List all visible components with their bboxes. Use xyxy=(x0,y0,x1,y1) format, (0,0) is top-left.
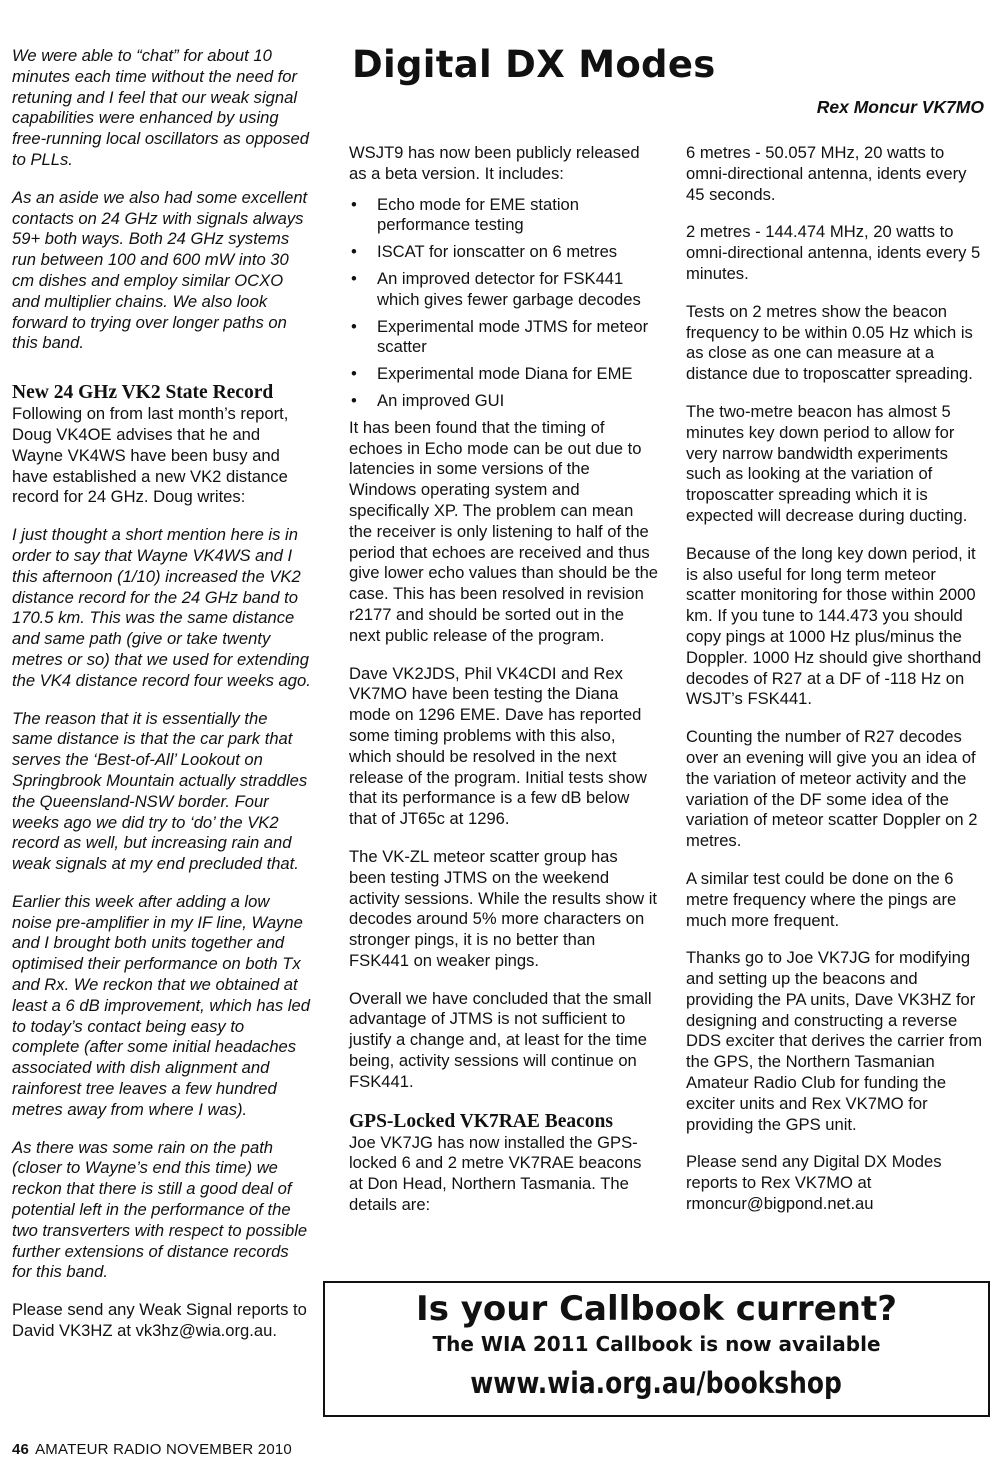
list-item: • Experimental mode JTMS for meteor scatter xyxy=(351,316,649,357)
bullet-icon: • xyxy=(351,390,357,410)
bullet-icon: • xyxy=(351,194,357,214)
section-heading: GPS-Locked VK7RAE Beacons xyxy=(349,1110,613,1132)
reports-paragraph: Please send any Weak Signal reports to David VK3HZ at vk3hz@wia.org.au. xyxy=(12,1300,307,1341)
feature-list xyxy=(349,195,659,412)
advert-headline: Is your Callbook current? xyxy=(416,1289,897,1329)
body-paragraph: Tests on 2 metres show the beacon frequency to be within 0.05 Hz which is as close as one can measure at a distance due to troposcatter spreading. xyxy=(686,301,973,384)
body-paragraph: 2 metres - 144.474 MHz, 20 watts to omni-directional antenna, idents every 5 minutes. xyxy=(686,222,981,283)
list-item: • An improved detector for FSK441 which gives fewer garbage decodes xyxy=(351,268,641,309)
weak-signal-paragraph: We were able to “chat” for about 10 minutes each time without the need for retuning and I feel that our weak signal capabilities were enhanced by using free-running local oscillators as opposed to PLLs. xyxy=(12,46,310,169)
body-paragraph: Joe VK7JG has now installed the GPS-locked 6 and 2 metre VK7RAE beacons at Don Head, Northern Tasmania. The details are: xyxy=(349,1132,642,1215)
advert-subline: The WIA 2011 Callbook is now available xyxy=(432,1332,881,1356)
page-footer xyxy=(12,1441,292,1458)
quoted-paragraph: The reason that it is essentially the same distance is that the car park that serves the ‘Best-of-All’ Lookout on Springbrook Mountain actually straddles the Queensland-NSW border. Four weeks ago we did try to ‘do’ the VK2 record as well, but increasing rain and weak signals at my end precluded that. xyxy=(12,708,308,874)
list-item: • Echo mode for EME station performance testing xyxy=(351,194,579,235)
callbook-advert xyxy=(323,1281,990,1417)
body-paragraph: The two-metre beacon has almost 5 minutes key down period to allow for very narrow bandwidth experiments such as looking at the variation of troposcatter spreading which it is expected will decrease during ducting. xyxy=(686,401,968,525)
body-paragraph: Overall we have concluded that the small advantage of JTMS is not sufficient to justify a change and, at least for the time being, activity sessions will continue on FSK441. xyxy=(349,988,652,1091)
body-paragraph: A similar test could be done on the 6 metre frequency where the pings are much more frequent. xyxy=(686,868,957,930)
page-number: 46 xyxy=(12,1441,30,1458)
body-paragraph: Dave VK2JDS, Phil VK4CDI and Rex VK7MO have been testing the Diana mode on 1296 EME. Dave has reported some timing problems with this also, which should be resolved in the next release of the program. Initial tests show that its performance is a few dB below that of JT65c at 1296. xyxy=(349,663,647,829)
body-paragraph: Please send any Digital DX Modes reports to Rex VK7MO at rmoncur@bigpond.net.au xyxy=(686,1152,942,1214)
record-intro-paragraph: Following on from last month’s report, Doug VK4OE advises that he and Wayne VK4WS have been busy and have established a new VK2 distance record for 24 GHz. Doug writes: xyxy=(12,404,289,507)
left-column xyxy=(12,46,312,1342)
right-column xyxy=(686,143,986,1215)
body-paragraph: Thanks go to Joe VK7JG for modifying and setting up the beacons and providing the PA units, Dave VK3HZ for designing and constructing a reverse DDS exciter that derives the carrier from the GPS, the Northern Tasmanian Amateur Radio Club for funding the exciter units and Rex VK7MO for providing the GPS unit. xyxy=(686,948,983,1134)
bullet-icon: • xyxy=(351,268,357,288)
body-paragraph: Because of the long key down period, it is also useful for long term meteor scatter monitoring for those within 2000 km. If you tune to 144.473 you should copy pings at 1000 Hz plus/minus the Doppler. 1000 Hz should give shorthand decodes of R27 at a DF of -118 Hz on WSJT’s FSK441. xyxy=(686,543,982,709)
quoted-paragraph: I just thought a short mention here is in order to say that Wayne VK4WS and I this afternoon (1/10) increased the VK2 distance record for the 24 GHz band to 170.5 km. This was the same distance and same path (give or take twenty metres or so) that we used for extending the VK4 distance record four weeks ago. xyxy=(12,525,311,690)
list-item: • Experimental mode Diana for EME xyxy=(351,364,633,384)
quoted-paragraph: As there was some rain on the path (closer to Wayne’s end this time) we reckon that there is still a good deal of potential left in the performance of the two transverters with respect to possible further extensions of distance records for this band. xyxy=(12,1137,308,1282)
body-paragraph: The VK-ZL meteor scatter group has been testing JTMS on the weekend activity sessions. While the results show it decodes around 5% more characters on stronger pings, it is no better than FSK441 on weaker pings. xyxy=(349,846,658,970)
body-paragraph: 6 metres - 50.057 MHz, 20 watts to omni-directional antenna, idents every 45 seconds. xyxy=(686,143,967,204)
section-heading: New 24 GHz VK2 State Record xyxy=(12,382,274,404)
advert-link[interactable]: www.wia.org.au/bookshop xyxy=(470,1366,843,1400)
publication-line: AMATEUR RADIO NOVEMBER 2010 xyxy=(35,1441,292,1458)
middle-column xyxy=(349,143,659,1216)
article-author: Rex Moncur VK7MO xyxy=(816,97,984,117)
body-paragraph: Counting the number of R27 decodes over an evening will give you an idea of the variation of meteor activity and the variation of the DF some idea of the variation of meteor scatter Doppler on 2 metres. xyxy=(686,727,978,851)
bullet-icon: • xyxy=(351,364,357,384)
bullet-icon: • xyxy=(351,242,357,262)
list-item: • An improved GUI xyxy=(351,390,505,410)
article-title: Digital DX Modes xyxy=(352,43,716,86)
quoted-paragraph: Earlier this week after adding a low noise pre-amplifier in my IF line, Wayne and I brought both units together and optimised their performance on both Tx and Rx. We reckon that we obtained at least a 6 dB improvement, which has led to today’s contact being easy to complete (after some initial headaches associated with dish alignment and rainforest tree leaves a few hundred metres away from where I was). xyxy=(12,891,310,1119)
weak-signal-paragraph: As an aside we also had some excellent contacts on 24 GHz with signals always 59+ both ways. Both 24 GHz systems run between 100 and 600 mW into 30 cm dishes and employ similar OCXO and multiplier chains. We also look forward to trying over longer paths on this band. xyxy=(12,187,308,353)
body-paragraph: It has been found that the timing of echoes in Echo mode can be out due to latencies in some versions of the Windows operating system and specifically XP. The problem can mean the receiver is only listening to half of the period that echoes are received and thus give lower echo values than should be the case. This has been resolved in revision r2177 and should be sorted out in the next public release of the program. xyxy=(349,417,659,645)
bullet-icon: • xyxy=(351,316,357,336)
intro-paragraph: WSJT9 has now been publicly released as a beta version. It includes: xyxy=(349,143,640,183)
list-item: • ISCAT for ionscatter on 6 metres xyxy=(351,242,618,262)
